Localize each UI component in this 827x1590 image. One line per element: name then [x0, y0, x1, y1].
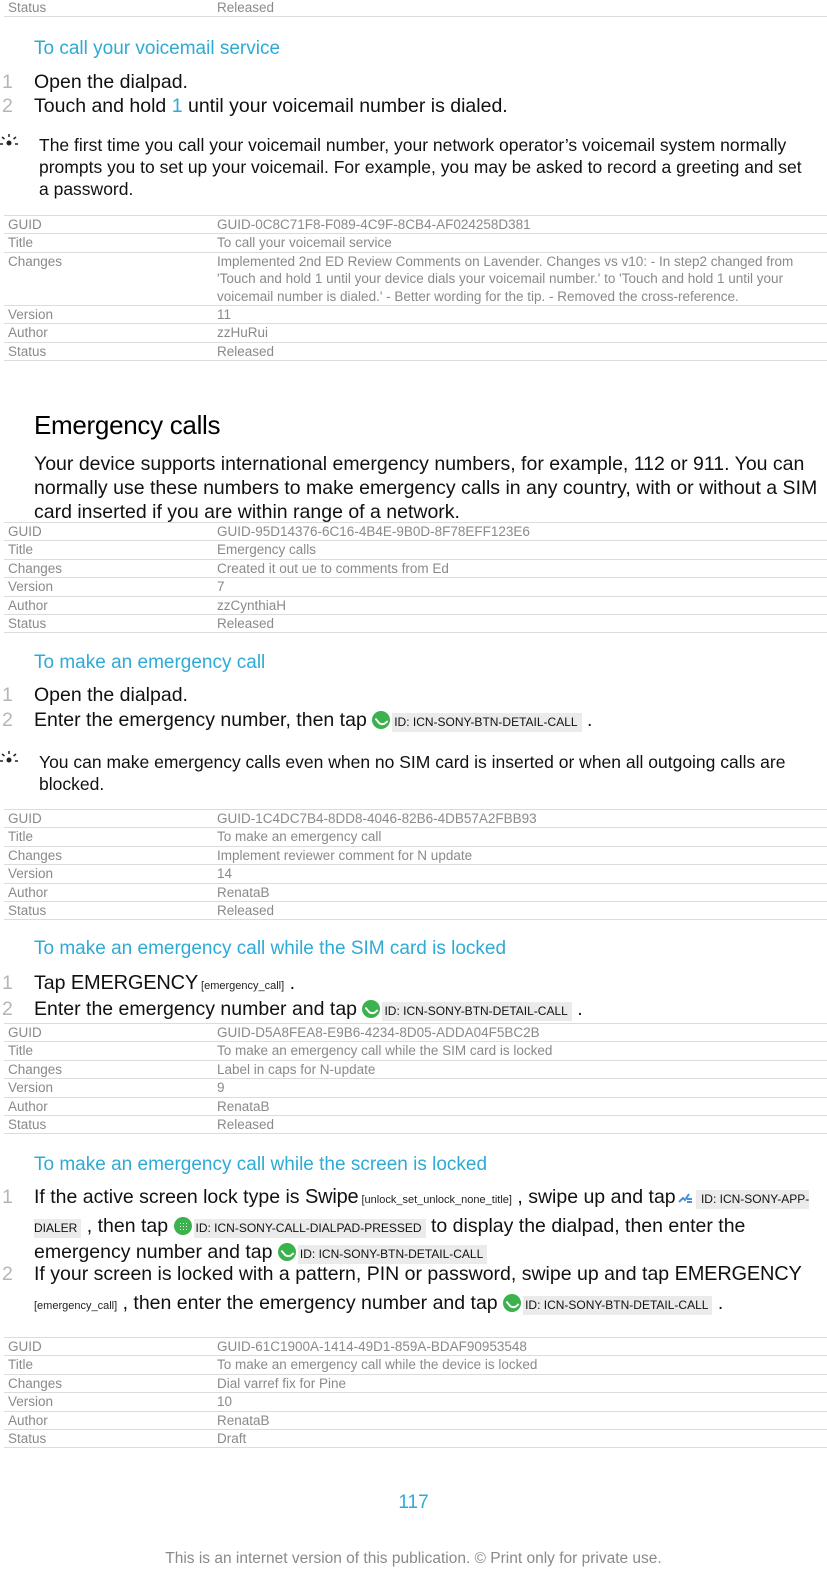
meta-row-title: Title To call your voicemail service	[4, 234, 827, 252]
meta-table-sim-locked	[4, 1023, 827, 1134]
meta-row-author: Author RenataB	[4, 1411, 827, 1429]
meta-row-guid: GUID GUID-95D14376-6C16-4B4E-9B0D-8F78EFF123E6	[4, 523, 827, 541]
call-icon	[278, 1243, 296, 1261]
call-icon	[503, 1294, 521, 1312]
meta-row-author: Author RenataB	[4, 1097, 827, 1115]
emergency-button-label: EMERGENCY	[674, 1263, 802, 1285]
meta-row-guid: GUID GUID-0C8C71F8-F089-4C9F-8CB4-AF024258D381	[4, 216, 827, 234]
meta-row-title: Title To make an emergency call while the SIM card is locked	[4, 1042, 827, 1060]
step-text: Open the dialpad.	[34, 71, 188, 93]
meta-row-changes: Changes Dial varref fix for Pine	[4, 1374, 827, 1392]
step-text: Touch and hold 1 until your voicemail number is dialed.	[34, 95, 508, 117]
meta-row-status: Status Released	[4, 615, 827, 633]
meta-table-emergency	[4, 522, 827, 633]
meta-row-version: Version 11	[4, 306, 827, 324]
icon-id-tag: ID: ICN-SONY-BTN-DETAIL-CALL	[523, 1296, 712, 1315]
meta-row-version: Version 9	[4, 1079, 827, 1097]
lightbulb-icon	[0, 134, 20, 152]
meta-table-make-call	[4, 809, 827, 920]
section-heading-voicemail: To call your voicemail service	[34, 38, 281, 59]
meta-table-screen-locked	[4, 1337, 827, 1448]
dialer-app-icon	[676, 1188, 694, 1206]
icon-id-tag: ID: ICN-SONY-BTN-DETAIL-CALL	[298, 1245, 487, 1264]
tip-text: You can make emergency calls even when no SIM card is inserted or when all outgoing calls are blocked.	[39, 752, 786, 794]
emergency-button-label: EMERGENCY	[70, 972, 198, 994]
meta-row-title: Title To make an emergency call while the device is locked	[4, 1356, 827, 1374]
meta-row-guid: GUID GUID-1C4DC7B4-8DD8-4046-82B6-4DB57A2FBB93	[4, 810, 827, 828]
section-heading-emergency-calls: Emergency calls	[34, 410, 221, 440]
call-icon	[362, 1000, 380, 1018]
meta-row-author: Author zzHuRui	[4, 324, 827, 342]
meta-row-changes: Changes Implemented 2nd ED Review Comments on Lavender. Changes vs v10: - In step2 changed from 'Touch and hold 1 until your device dials your voicemail number.' to 'Touch and hold 1 until your voicemail number is dialed.' - Better wording for the tip. - Removed the cross-reference.	[4, 252, 827, 305]
key-one: 1	[171, 95, 183, 117]
meta-row-title: Title To make an emergency call	[4, 828, 827, 846]
emergency-intro-paragraph: Your device supports international emergency numbers, for example, 112 or 911. You can normally use these numbers to make emergency calls in any country, with or without a SIM card inserted if you are within range of a network.	[34, 453, 818, 523]
meta-row-status: Status Released	[4, 0, 827, 17]
meta-row-version: Version 14	[4, 865, 827, 883]
meta-row-author: Author zzCynthiaH	[4, 596, 827, 614]
lightbulb-icon	[0, 751, 20, 769]
meta-row-version: Version 10	[4, 1393, 827, 1411]
step-number: 2	[2, 95, 13, 117]
meta-row-status: Status Draft	[4, 1430, 827, 1448]
icon-id-tag: ID: ICN-SONY-CALL-DIALPAD-PRESSED	[194, 1219, 426, 1238]
section-heading-sim-locked: To make an emergency call while the SIM card is locked	[34, 938, 507, 959]
swipe-label: Swipe	[304, 1186, 359, 1208]
dialpad-icon	[174, 1217, 192, 1235]
call-icon	[372, 711, 390, 729]
meta-row-changes: Changes Label in caps for N-update	[4, 1060, 827, 1078]
section-heading-make-emergency-call: To make an emergency call	[34, 652, 266, 673]
meta-row-status: Status Released	[4, 902, 827, 920]
meta-row-guid: GUID GUID-61C1900A-1414-49D1-859A-BDAF90953548	[4, 1338, 827, 1356]
meta-table-previous	[4, 0, 827, 17]
meta-row-changes: Changes Implement reviewer comment for N update	[4, 846, 827, 864]
icon-id-tag: ID: ICN-SONY-BTN-DETAIL-CALL	[382, 1002, 571, 1021]
meta-row-status: Status Released	[4, 342, 827, 360]
meta-row-title: Title Emergency calls	[4, 541, 827, 559]
meta-row-changes: Changes Created it out ue to comments from Ed	[4, 559, 827, 577]
meta-row-version: Version 7	[4, 578, 827, 596]
meta-row-author: Author RenataB	[4, 883, 827, 901]
page-number: 117	[398, 1492, 429, 1513]
section-heading-screen-locked: To make an emergency call while the screen is locked	[34, 1154, 488, 1175]
step-number: 1	[2, 71, 13, 93]
meta-row-guid: GUID GUID-D5A8FEA8-E9B6-4234-8D05-ADDA04F5BC2B	[4, 1024, 827, 1042]
footer-note: This is an internet version of this publication. © Print only for private use.	[165, 1550, 662, 1567]
icon-id-tag: ID: ICN-SONY-BTN-DETAIL-CALL	[392, 713, 581, 732]
icon-id-tag: ID: ICN-SONY-APP-DIALER	[34, 1190, 809, 1238]
meta-table-voicemail	[4, 215, 827, 361]
meta-row-status: Status Released	[4, 1116, 827, 1134]
tip-text: The first time you call your voicemail number, your network operator’s voicemail system normally prompts you to set up your voicemail. For example, you may be asked to record a greeting and set a password.	[39, 135, 802, 199]
